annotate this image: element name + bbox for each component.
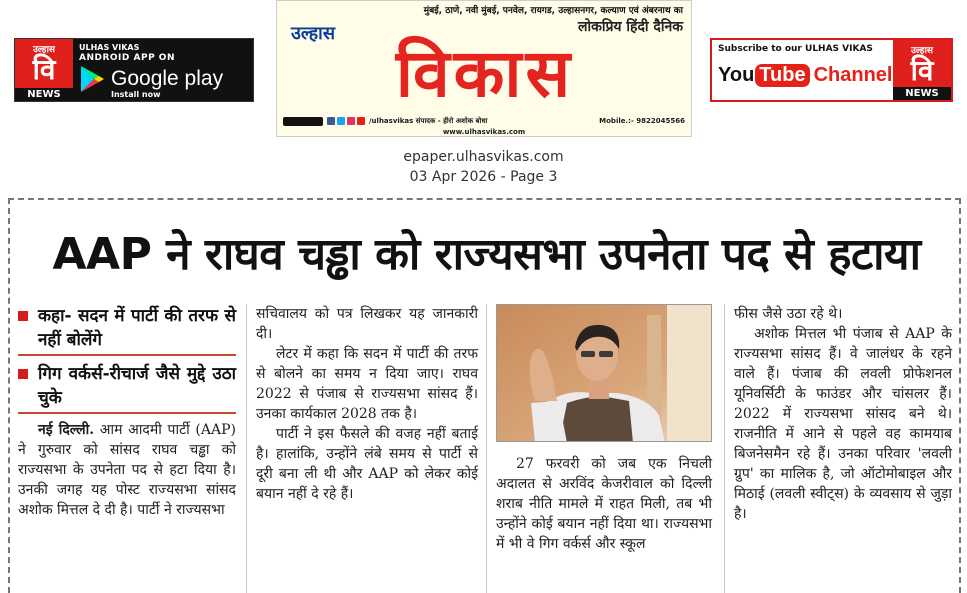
logo-news-label: NEWS xyxy=(15,88,73,101)
play-brand: ULHAS VIKAS xyxy=(79,43,140,52)
politician-photo-illustration xyxy=(497,305,712,442)
youtube-channel-ad[interactable] xyxy=(710,38,953,102)
epaper-date-page: 03 Apr 2026 - Page 3 xyxy=(409,169,558,185)
masthead-info-bar xyxy=(277,115,691,127)
subheading-rule xyxy=(18,412,236,414)
ulhas-vikas-news-logo xyxy=(15,39,73,101)
social-icons xyxy=(327,117,365,125)
body-paragraph: 27 फरवरी को जब एक निचली अदालत से अरविंद केजरीवाल को दिल्ली शराब नीति मामले में राहत मिली, तब भी उन्होंने कोई बयान नहीं दिया था। राज्यसभा में भी वे गिग वर्कर्स और स्कूल xyxy=(496,456,712,552)
column-divider xyxy=(246,304,247,593)
bullet-square-icon xyxy=(18,311,28,321)
article-headline: AAP ने राघव चड्ढा को राज्यसभा उपनेता पद से हटाया xyxy=(52,229,921,280)
column-divider xyxy=(486,304,487,593)
column-divider xyxy=(724,304,725,593)
subheading-text: गिग वर्कर्स-रीचार्ज जैसे मुद्दे उठा चुके xyxy=(38,364,236,408)
google-play-badge-icon xyxy=(283,117,323,126)
article-column-3 xyxy=(496,454,712,554)
article-photo xyxy=(496,304,712,442)
logo-letter: वि xyxy=(910,54,934,87)
logo-top-text: उल्हास xyxy=(32,45,55,55)
newspaper-masthead xyxy=(276,0,692,137)
masthead-cities: मुंबई, ठाणे, नवी मुंबई, पनवेल, रायगड, उल्हासनगर, कल्याण एवं अंबरनाथ का xyxy=(423,6,683,16)
body-paragraph: पार्टी ने इस फैसले की वजह नहीं बताई है। हालांकि, उन्होंने लंबे समय से पार्टी से दूरी बना ली थी और AAP को लेकर कोई बयान नहीं दे रहे हैं। xyxy=(256,426,478,502)
article-clipping xyxy=(8,198,961,593)
masthead-small-title: उल्हास xyxy=(291,23,336,44)
body-paragraph: सचिवालय को पत्र लिखकर यह जानकारी दी। xyxy=(256,306,478,342)
install-now-label: Install now xyxy=(111,90,161,99)
twitter-icon[interactable] xyxy=(337,117,345,125)
google-play-icon xyxy=(79,65,105,93)
body-paragraph: फीस जैसे उठा रहे थे। xyxy=(734,306,843,322)
masthead-url[interactable]: www.ulhasvikas.com xyxy=(442,128,526,136)
article-column-2 xyxy=(256,304,478,504)
youtube-icon[interactable] xyxy=(357,117,365,125)
google-play-ad[interactable] xyxy=(14,38,254,102)
google-play-label: Google play xyxy=(111,67,224,90)
body-paragraph: आम आदमी पार्टी (AAP) ने गुरुवार को सांसद राघव चड्ढा को राज्यसभा के उपनेता पद से हटा दिया है। उनकी जगह यह पोस्ट राज्यसभा सांसद अशोक मित्तल दे दी है। पार्टी ने राज्यसभा xyxy=(18,422,236,518)
bullet-square-icon xyxy=(18,369,28,379)
youtube-subscribe-text: Subscribe to our ULHAS VIKAS xyxy=(718,44,873,54)
body-paragraph: लेटर में कहा कि सदन में पार्टी की तरफ से बोलने का समय न दिया जाए। राघव 2022 से पंजाब से राज्यसभा सांसद हैं। उनका कार्यकाल 2028 तक है। xyxy=(256,346,478,422)
article-column-4 xyxy=(734,304,952,524)
masthead-title: विकास xyxy=(395,34,575,112)
subheading xyxy=(18,362,236,410)
logo-news-label: NEWS xyxy=(893,87,951,100)
epaper-url[interactable]: epaper.ulhasvikas.com xyxy=(403,149,564,165)
subheading xyxy=(18,304,236,352)
masthead-handle: /ulhasvikas संपादक - हीरो अशोक बोधा xyxy=(369,116,488,125)
body-paragraph: अशोक मित्तल भी पंजाब से AAP के राज्यसभा सांसद हैं। वे जालंधर के रहने वाले हैं। पंजाब की लवली प्रोफेशनल यूनिवर्सिटी के फाउंडर और चांसलर हैं। 2022 में राज्यसभा सांसद बने थे। राजनीति में आने से पहले वह कामयाब बिजनेसमैन रहे हैं। उनका परिवार 'लवली ग्रुप' का मालिक है, जो ऑटोमोबाइल और मिठाई (लवली स्वीट्स) के व्यवसाय से जुड़ा है। xyxy=(734,326,952,522)
article-column-1 xyxy=(18,304,236,520)
logo-top-text: उल्हास xyxy=(910,46,933,56)
youtube-tube-text: Tube xyxy=(755,64,809,87)
subheading-rule xyxy=(18,354,236,356)
masthead-tagline: लोकप्रिय हिंदी दैनिक xyxy=(577,19,683,35)
youtube-channel-text: Channel xyxy=(813,64,893,86)
facebook-icon[interactable] xyxy=(327,117,335,125)
instagram-icon[interactable] xyxy=(347,117,355,125)
play-available-label: ANDROID APP ON xyxy=(79,53,175,63)
dateline: नई दिल्ली. xyxy=(38,422,95,438)
ulhas-vikas-news-logo xyxy=(893,40,951,100)
masthead-mobile: Mobile.:- 9822045566 xyxy=(599,117,685,125)
youtube-you-text: You xyxy=(718,64,755,86)
logo-letter: वि xyxy=(32,53,56,86)
subheading-text: कहा- सदन में पार्टी की तरफ से नहीं बोलेंगे xyxy=(38,306,236,350)
